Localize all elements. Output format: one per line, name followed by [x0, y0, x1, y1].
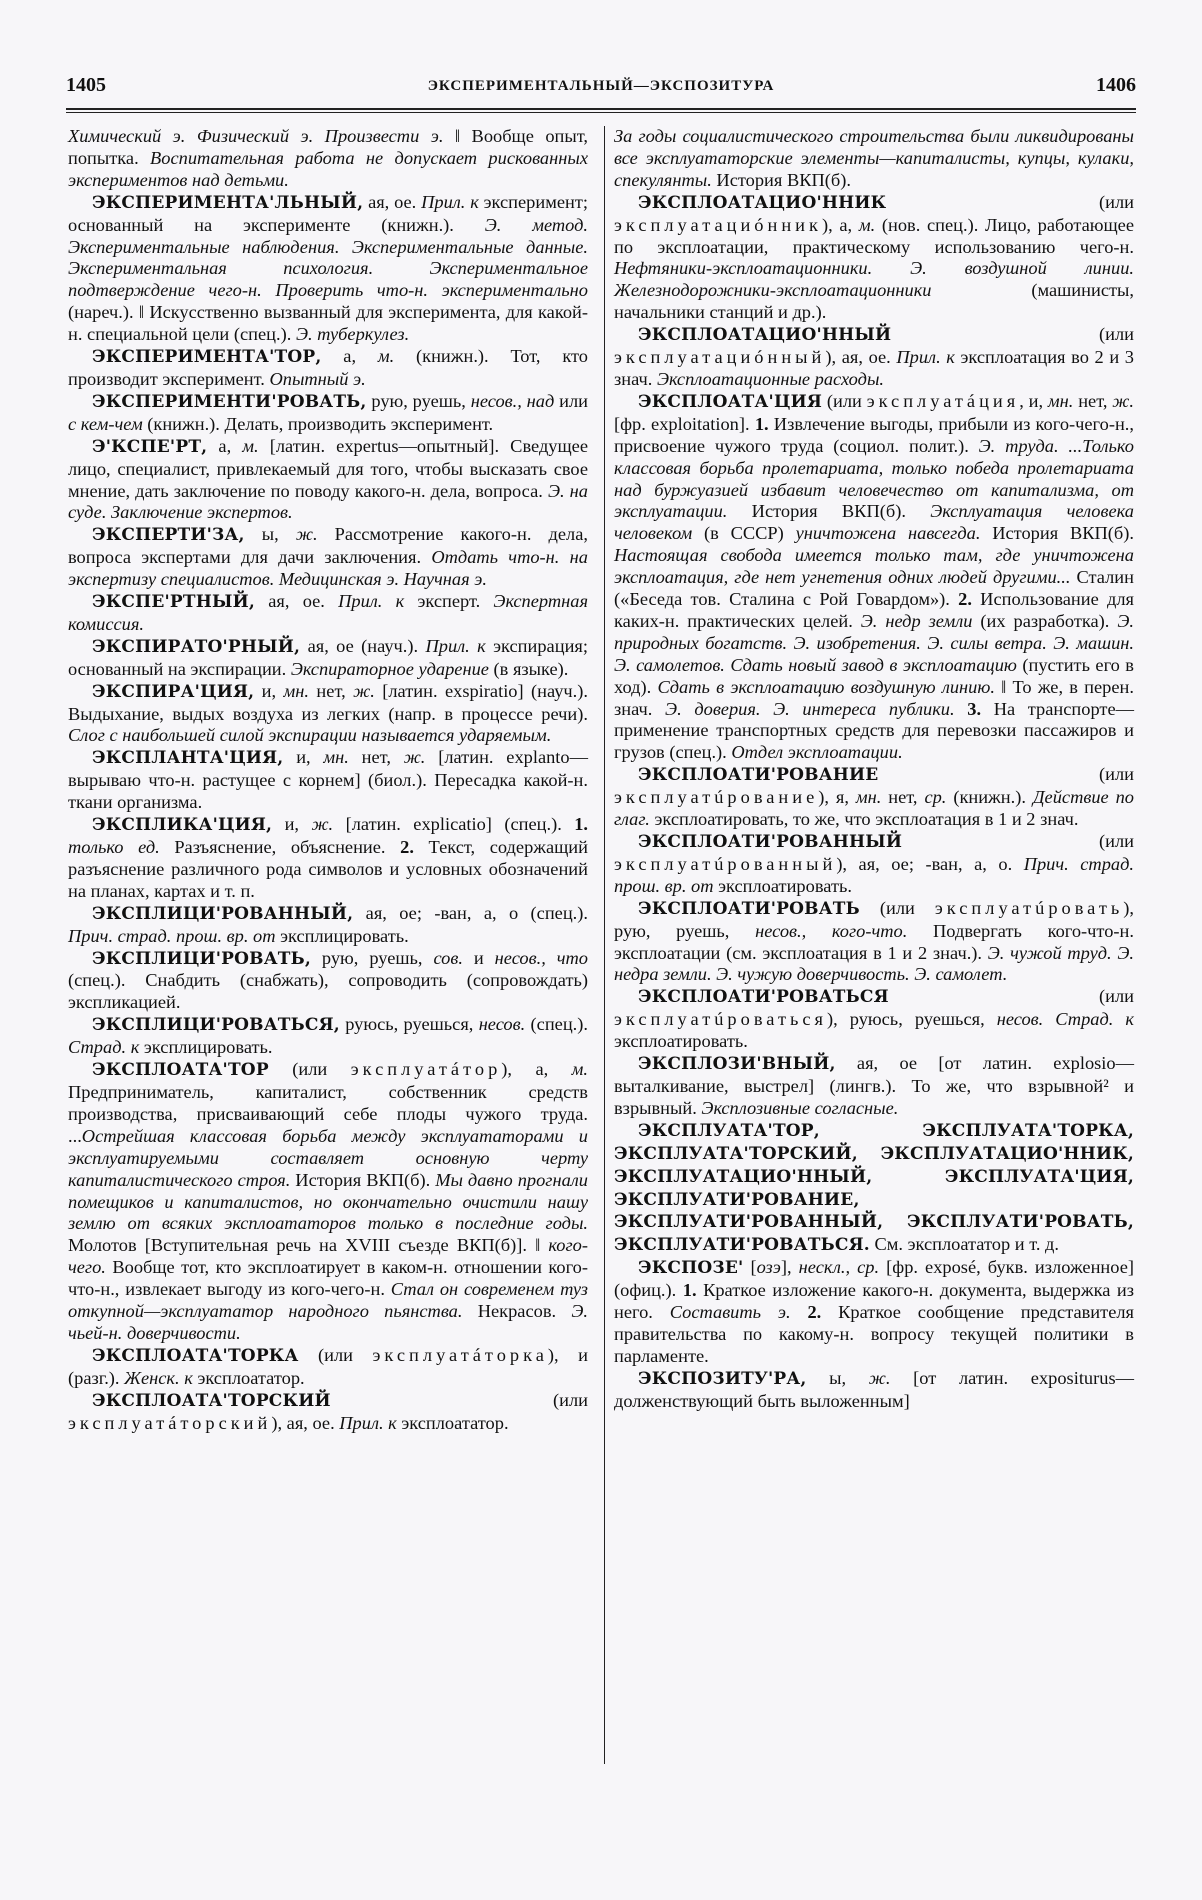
entry-text: эксплоататор. — [192, 1367, 305, 1388]
entry-text: (или — [878, 764, 1134, 785]
entry-text: Сталин («Беседа тов. Сталина с Рой Говардом»). — [614, 567, 1134, 610]
entry-text: ая, ое (науч.). — [300, 635, 426, 656]
entry-text: ‖ То же, в перен. знач. — [614, 676, 1134, 719]
entry-example: Э. метод. Экспериментальные наблюдения. Экспериментальные данные. Экспериментальная психология. Экспериментальное подтверждение чего-н. Проверить что-н. экспериментально — [68, 214, 589, 301]
entry-text: (спец.). — [525, 1014, 588, 1035]
page-number-left: 1405 — [66, 74, 106, 96]
entry-example: с кем-чем — [68, 413, 143, 434]
entry-example: Э. доверия. Э. интереса публики. — [665, 698, 955, 719]
entry-headword: ЭКСПЛУАТА'ТОР, ЭКСПЛУАТА'ТОРКА, ЭКСПЛУАТА'ТОРСКИЙ, ЭКСПЛУАТАЦИО'ННИК, ЭКСПЛУАТАЦИО'ННЫЙ, ЭКСПЛУАТА'ЦИЯ, ЭКСПЛУАТИ'РОВАНИЕ, ЭКСПЛУАТИ'РОВАННЫЙ, ЭКСПЛУАТИ'РОВАТЬ, ЭКСПЛУАТИ'РОВАТЬСЯ. — [614, 1120, 1134, 1256]
entry-example: Химический э. Физический э. Произвести э. — [68, 126, 444, 146]
entry-text: ), я, — [818, 787, 856, 808]
entry-text: ая, ое. — [255, 591, 339, 612]
entry-headword: ЭКСПОЗИТУ'РА, — [638, 1368, 807, 1389]
dictionary-entry — [614, 324, 1134, 391]
entry-headword: ЭКСПЕ'РТНЫЙ, — [92, 592, 256, 613]
variant-spelling: эксплуатáторский — [68, 1412, 272, 1433]
entry-text: и, — [254, 680, 284, 701]
entry-text: Текст, содержащий разъяснение различного рода символов и условных обозначений на планах, картах и т. п. — [68, 837, 588, 901]
entry-example: Мы давно прогнали помещиков и капиталистов, но окончательно очистили нашу землю от всяких эксплоататоров только в последние годы. — [68, 1169, 588, 1234]
entry-headword: ЭКСПЛОАТИ'РОВАТЬ — [638, 898, 860, 919]
entry-example: Женск. к — [124, 1367, 193, 1388]
entry-text: [латин. explicatio] (спец.). — [333, 814, 575, 835]
entry-text: (в языке). — [488, 658, 569, 679]
entry-text: эксплоатировать. — [713, 875, 852, 896]
entry-example: только ед. — [68, 837, 160, 857]
entry-example: Э. труда. ...Только классовая борьба пролетариата, только победа пролетариата над буржуазией избавит человечество от капитализма, от эксплуатации. — [614, 435, 1134, 522]
entry-example: Настоящая свобода имеется только там, где уничтожена эксплоатация, где нет угнетения одних людей другими... — [614, 545, 1134, 588]
entry-headword: ЭКСПЕРИМЕНТИ'РОВАТЬ, — [92, 391, 367, 412]
entry-example: Эксплозивные согласные. — [701, 1097, 899, 1118]
entry-headword: ЭКСПИРАТО'РНЫЙ, — [92, 636, 301, 657]
entry-headword: ЭКСПЛОАТА'ТОРКА — [92, 1345, 299, 1366]
entry-text: и, — [283, 747, 324, 768]
entry-headword: ЭКСПЛОЗИ'ВНЫЙ, — [638, 1054, 836, 1075]
entry-example: мн. — [1047, 390, 1074, 411]
variant-spelling: эксплуатáторка — [372, 1344, 548, 1365]
entry-example: нескл., ср. — [798, 1257, 880, 1278]
entry-text: ), ая, ое; -ван, а, о. — [836, 853, 1024, 874]
entry-headword: ЭКСПЛОАТАЦИО'ННЫЙ — [638, 325, 892, 346]
entry-example: Прил. к — [896, 347, 955, 368]
entry-example: Страд. к — [68, 1037, 140, 1058]
dictionary-entry — [68, 524, 588, 591]
variant-spelling: эксплуатáтор — [350, 1059, 502, 1080]
entry-text: руюсь, руешься, — [339, 1014, 479, 1035]
entry-example: Отдать что-н. на экспертизу специалистов. Медицинская э. Научная э. — [68, 547, 588, 590]
entry-text: История ВКП(б). — [290, 1169, 436, 1190]
dictionary-entry — [68, 346, 588, 391]
dictionary-entry — [614, 1257, 1134, 1368]
entry-example: Стал он современем туз откупной—эксплуататор народного пьянства. — [68, 1279, 588, 1322]
entry-headword: ЭКСПЛОАТА'ЦИЯ — [638, 391, 823, 412]
entry-example: несов. Страд. к — [996, 1009, 1134, 1030]
dictionary-entry — [68, 1059, 588, 1345]
dictionary-entry — [68, 948, 588, 1015]
entry-example: Нефтяники-эксплоатационники. Э. воздушной линии. Железнодорожники-эксплоатационники — [614, 258, 1134, 301]
dictionary-entry — [614, 1368, 1134, 1413]
entry-text: (или — [891, 324, 1134, 345]
dictionary-entry — [614, 986, 1134, 1053]
entry-text — [955, 699, 968, 719]
sense-number: 2. — [807, 1302, 822, 1323]
entry-text: История ВКП(б). — [980, 523, 1134, 544]
entry-example: Прил. к — [338, 591, 405, 612]
column-divider — [604, 126, 605, 1764]
entry-example: Эксплоатационные расходы. — [656, 368, 884, 389]
entry-text: (нов. спец.). Лицо, работающее по эксплоатации, практическому использованию чего-н. — [614, 214, 1134, 257]
entry-example: Прил. к — [421, 191, 479, 212]
entry-example: Э. туберкулез. — [295, 324, 410, 345]
dictionary-entry — [68, 814, 588, 903]
entry-text: Предприниматель, капиталист, собственник средств производства, присваивающий себе плоды чужого труда. ... — [68, 1081, 588, 1146]
sense-number: 2. — [958, 589, 972, 610]
dictionary-entry — [68, 391, 588, 436]
entry-text: [от латин. expositurus—долженствующий быть выложенным] — [614, 1367, 1134, 1411]
dictionary-entry — [614, 898, 1134, 987]
entry-text: История ВКП(б). — [727, 501, 931, 522]
entry-text: (в СССР) — [692, 523, 796, 544]
entry-text: [латин. expertus—опытный]. Сведущее лицо, специалист, привлекаемый для того, чтобы высказать свое мнение, дать заключение по поводу какого-н. дела, вопроса. — [68, 435, 588, 501]
entry-text: (или — [859, 897, 935, 918]
variant-spelling: эксплуатúроваться — [614, 1009, 827, 1030]
running-head: ЭКСПЕРИМЕНТАЛЬНЫЙ—ЭКСПОЗИТУРА — [427, 78, 775, 94]
left-column — [68, 126, 588, 1434]
entry-example: несов., над — [470, 390, 555, 411]
entry-text: (или — [330, 1389, 588, 1410]
entry-example: Опытный э. — [269, 368, 366, 389]
entry-text: [латин. exspiratio] (науч.). Выдыхание, выдых воздуха из легких (напр. в процессе речи). — [68, 680, 588, 724]
entry-text: Извлечение выгоды, прибыли из кого-чего-н., присвоение чужого труда (социол. полит.). — [614, 413, 1134, 456]
entry-example: ж. — [1112, 390, 1135, 411]
entry-example: ср. — [924, 787, 947, 808]
entry-example: ж. — [295, 524, 318, 545]
entry-text: а, — [321, 346, 378, 367]
entry-text: (нареч.). ‖ Искусственно вызванный для эксперимента, для какой-н. специальной цели (спец.). — [68, 302, 588, 345]
entry-example: Экспираторное ударение — [290, 658, 489, 679]
entry-text: и — [462, 947, 495, 968]
entry-text: эксперт. — [404, 591, 494, 612]
entry-example: ж. — [868, 1367, 891, 1388]
entry-example: несов., что — [494, 947, 588, 968]
entry-text: ), и (разг.). — [68, 1344, 588, 1388]
entry-text: эксплицировать. — [275, 925, 409, 946]
entry-text: (книжн.). Делать, производить эксперимент. — [142, 413, 494, 434]
header-rule-thin — [66, 112, 1136, 113]
entry-example: Экспертная комиссия. — [68, 591, 588, 634]
dictionary-entry — [68, 636, 588, 681]
entry-text: рую, руешь, — [310, 947, 434, 968]
dictionary-entry — [614, 764, 1134, 831]
entry-text: нет, — [1073, 390, 1113, 411]
entry-example: озэ — [756, 1257, 781, 1278]
entry-example: м. — [242, 435, 259, 456]
dictionary-entry — [68, 1390, 588, 1435]
entry-example: Э. на суде. Заключение экспертов. — [68, 480, 588, 523]
entry-text: [фр. exposé, букв. изложенное] (офиц.). — [614, 1257, 1134, 1301]
entry-text: или — [554, 390, 588, 411]
entry-headword: ЭКСПЛОАТИ'РОВАНИЕ — [638, 765, 879, 786]
sense-number: 2. — [400, 837, 414, 857]
variant-spelling: эксплуатúрование — [614, 787, 819, 808]
entry-text: (или — [888, 986, 1134, 1007]
entry-text: [латин. explanto—вырываю что-н. растущее с корнем] (биол.). Пересадка какой-н. ткани организма. — [68, 747, 588, 813]
entry-text: Краткое изложение какого-н. документа, выдержка из него. — [614, 1280, 1135, 1323]
entry-example: уничтожена навсегда. — [795, 523, 981, 544]
entry-text: Вообще тот, кто эксплоатирует в каком-н. отношении кого-что-н., извлекает выгоду из кого-чего-н. — [68, 1257, 588, 1300]
entry-headword: ЭКСПЛИКА'ЦИЯ, — [92, 815, 273, 836]
entry-example: кого-чего. — [68, 1235, 588, 1278]
entry-headword: ЭКСПЕРИМЕНТА'ЛЬНЫЙ, — [92, 192, 364, 213]
entry-example: м. — [571, 1059, 588, 1080]
entry-example: Составить э. — [669, 1302, 791, 1323]
entry-headword: ЭКСПЛИЦИ'РОВАННЫЙ, — [92, 903, 354, 924]
entry-example: несов. — [478, 1014, 526, 1035]
entry-text: (машинисты, начальники станций и др.). — [614, 280, 1134, 323]
dictionary-entry — [614, 391, 1134, 764]
entry-example: Э. чужой труд. Э. недра земли. Э. чужую доверчивость. Э. самолет. — [614, 942, 1134, 985]
variant-spelling: эксплуатúрованный — [614, 853, 837, 874]
entry-text: Использование для каких-н. практических целей. — [614, 589, 1135, 631]
entry-example: Прил. к — [425, 635, 486, 656]
entry-headword: ЭКСПЛОАТА'ТОРСКИЙ — [92, 1390, 331, 1411]
dictionary-entry — [68, 681, 588, 748]
entry-headword: ЭКСПЕРТИ'ЗА, — [92, 525, 245, 546]
entry-text: ая, ое; -ван, а, о (спец.). — [353, 902, 588, 923]
entry-example: Действие по глаг. — [614, 787, 1134, 830]
entry-text: [ — [743, 1257, 757, 1278]
variant-spelling: эксплуатáция — [866, 390, 1020, 411]
entry-text: ), а, — [821, 214, 859, 235]
entry-text: ы, — [244, 524, 296, 545]
dictionary-entry — [68, 436, 588, 525]
dictionary-entry — [68, 747, 588, 814]
variant-spelling: эксплуатúровать — [934, 897, 1124, 918]
entry-text: Разъяснение, объяснение. — [159, 837, 401, 857]
entry-text: ая, ое [от латин. explosio—выталкивание, выстрел] (лингв.). То же, что взрывной² и взрывный. — [614, 1053, 1134, 1118]
entry-text: Молотов [Вступительная речь на XVIII съезде ВКП(б)]. ‖ — [68, 1235, 549, 1256]
dictionary-entry — [68, 192, 588, 346]
entry-text: экспирация; основанный на экспирации. — [68, 635, 588, 679]
entry-example: Отдел эксплоатации. — [731, 742, 903, 763]
entry-text: См. эксплоататор и т. д. — [869, 1234, 1059, 1255]
entry-headword: ЭКСПЛОАТИ'РОВАННЫЙ — [638, 832, 903, 852]
entry-text: История ВКП(б). — [711, 169, 851, 190]
entry-example: Э. природных богатств. Э. изобретения. Э. силы ветра. Э. машин. Э. самолетов. Сдать новый завод в эксплоатацию — [614, 610, 1134, 675]
page-number-right: 1406 — [1096, 74, 1136, 96]
variant-spelling: эксплуатациóнный — [614, 347, 826, 368]
entry-text: нет, — [309, 680, 354, 701]
entry-text — [791, 1302, 808, 1322]
entry-text: ), рую, руешь, — [614, 897, 1134, 941]
entry-text: ), руюсь, руешься, — [827, 1009, 997, 1030]
entry-text: а, — [207, 435, 243, 456]
entry-text: и, — [272, 814, 312, 835]
entry-text: ), а, — [501, 1059, 572, 1080]
entry-text: (книжн.). Тот, кто производит эксперимент. — [68, 346, 588, 389]
entry-headword: ЭКСПЛИЦИ'РОВАТЬСЯ, — [92, 1015, 340, 1036]
entry-example: м. — [858, 214, 876, 235]
entry-text: (или — [268, 1059, 351, 1080]
entry-example: Сдать в эксплоатацию воздушную линию. — [657, 676, 995, 697]
entry-text: эксплоатировать. — [614, 1031, 748, 1052]
entry-headword: ЭКСПЕРИМЕНТА'ТОР, — [92, 347, 322, 368]
entry-headword: ЭКСПЛАНТА'ЦИЯ, — [92, 748, 284, 769]
dictionary-entry — [68, 903, 588, 948]
entry-example: Острейшая классовая борьба между эксплуататорами и эксплуатируемыми составляет основную черту капиталистического строя. — [68, 1125, 588, 1190]
entry-example: мн. — [283, 680, 310, 701]
entry-text: ы, — [806, 1367, 869, 1388]
entry-text: ], — [780, 1257, 799, 1278]
entry-text: (или — [822, 390, 867, 411]
entry-text: ‖ Вообще опыт, попытка. — [68, 126, 588, 168]
sense-number: 1. — [754, 413, 769, 434]
right-column — [614, 126, 1134, 1413]
sense-number: 1. — [682, 1280, 697, 1301]
entry-headword: ЭКСПИРА'ЦИЯ, — [92, 681, 255, 702]
entry-example: Слог с наибольшей силой экспирации называется ударяемым. — [68, 725, 552, 746]
entry-text: Некрасов. — [462, 1301, 572, 1322]
entry-text: (или — [298, 1344, 373, 1365]
sense-number: 1. — [574, 814, 588, 835]
entry-continuation — [614, 126, 1134, 192]
entry-headword: ЭКСПЛОАТАЦИО'ННИК — [638, 192, 887, 213]
entry-text: (спец.). Снабдить (снабжать), сопроводить (сопровождать) экспликацией. — [68, 970, 588, 1013]
entry-text: рую, руешь, — [366, 390, 471, 411]
entry-text: эксперимент; основанный на эксперименте (книжн.). — [68, 191, 588, 235]
entry-text: (книжн.). — [946, 787, 1033, 808]
entry-example: мн. — [323, 747, 349, 768]
entry-example: сов. — [433, 947, 463, 968]
entry-example: Воспитательная работа не допускает рискованных экспериментов над детьми. — [68, 147, 588, 190]
entry-text: На транспорте—применение транспортных средств для перевозки пассажиров и грузов (спец.). — [614, 698, 1135, 763]
entry-text: эксплоатация во 2 и 3 знач. — [614, 347, 1134, 389]
entry-example: Э. чьей-н. доверчивости. — [68, 1301, 588, 1343]
entry-text: ), ая, ое. — [825, 347, 897, 368]
dictionary-entry — [68, 1345, 588, 1390]
entry-example: несов., кого-что. — [755, 920, 908, 941]
entry-text: эксплоататор. — [396, 1412, 509, 1433]
dictionary-entry — [614, 192, 1134, 324]
entry-text: ), ая, ое. — [271, 1412, 340, 1433]
entry-text: [фр. exploitation]. — [614, 413, 755, 434]
entry-example: м. — [377, 346, 395, 367]
entry-headword: ЭКСПЛОАТА'ТОР — [92, 1060, 269, 1081]
entry-headword: Э'КСПЕ'РТ, — [92, 436, 208, 457]
entry-text: ая, ое. — [363, 191, 422, 212]
entry-continuation — [68, 126, 588, 192]
entry-example: ж. — [403, 747, 426, 768]
entry-text: эксплоатировать, то же, что эксплоатация в 1 и 2 знач. — [649, 809, 1079, 830]
dictionary-entry — [68, 1014, 588, 1059]
entry-example: Прич. страд. прош. вр. от — [68, 925, 276, 946]
dictionary-entry — [614, 1120, 1134, 1257]
variant-spelling: эксплуатациóнник — [614, 214, 822, 235]
page-header — [66, 74, 1136, 102]
entry-example: За годы социалистического строительства были ликвидированы все эксплуататорские элементы—капиталисты, купцы, кулаки, спекулянты. — [614, 126, 1134, 190]
entry-text: Подвергать кого-что-н. эксплоатации (см. эксплоатация в 1 и 2 знач.). — [614, 920, 1134, 963]
entry-text: Краткое сообщение представителя правительства по какому-н. вопросу текущей политики в парламенте. — [614, 1302, 1134, 1366]
entry-text: , и, — [1019, 390, 1048, 411]
entry-example: ж. — [353, 680, 375, 701]
dictionary-entry — [614, 831, 1134, 898]
entry-text: нет, — [881, 787, 925, 808]
entry-example: мн. — [855, 787, 882, 808]
dictionary-entry — [614, 1053, 1134, 1120]
entry-headword: ЭКСПЛИЦИ'РОВАТЬ, — [92, 948, 311, 969]
entry-headword: ЭКСПОЗЕ' — [638, 1258, 744, 1279]
entry-headword: ЭКСПЛОАТИ'РОВАТЬСЯ — [638, 987, 889, 1008]
entry-example: Эксплуатация человека человеком — [614, 501, 1134, 544]
entry-example: Э. недр земли — [860, 610, 973, 631]
entry-example: Прич. страд. прош. вр. от — [614, 853, 1134, 896]
sense-number: 3. — [967, 698, 982, 719]
entry-text: (их разработка). — [972, 610, 1118, 631]
entry-example: ж. — [311, 814, 334, 835]
entry-example: Прил. к — [339, 1412, 397, 1433]
entry-text: эксплицировать. — [139, 1037, 273, 1058]
entry-text: (или — [886, 191, 1134, 212]
dictionary-entry — [68, 591, 588, 636]
entry-text: нет, — [348, 747, 404, 768]
entry-text: (пустить его в ход). — [614, 654, 1134, 697]
entry-text: Рассмотрение какого-н. дела, вопроса экспертами для дачи заключения. — [68, 524, 588, 568]
entry-text: (или — [902, 831, 1134, 851]
header-rule-thick — [66, 108, 1136, 110]
